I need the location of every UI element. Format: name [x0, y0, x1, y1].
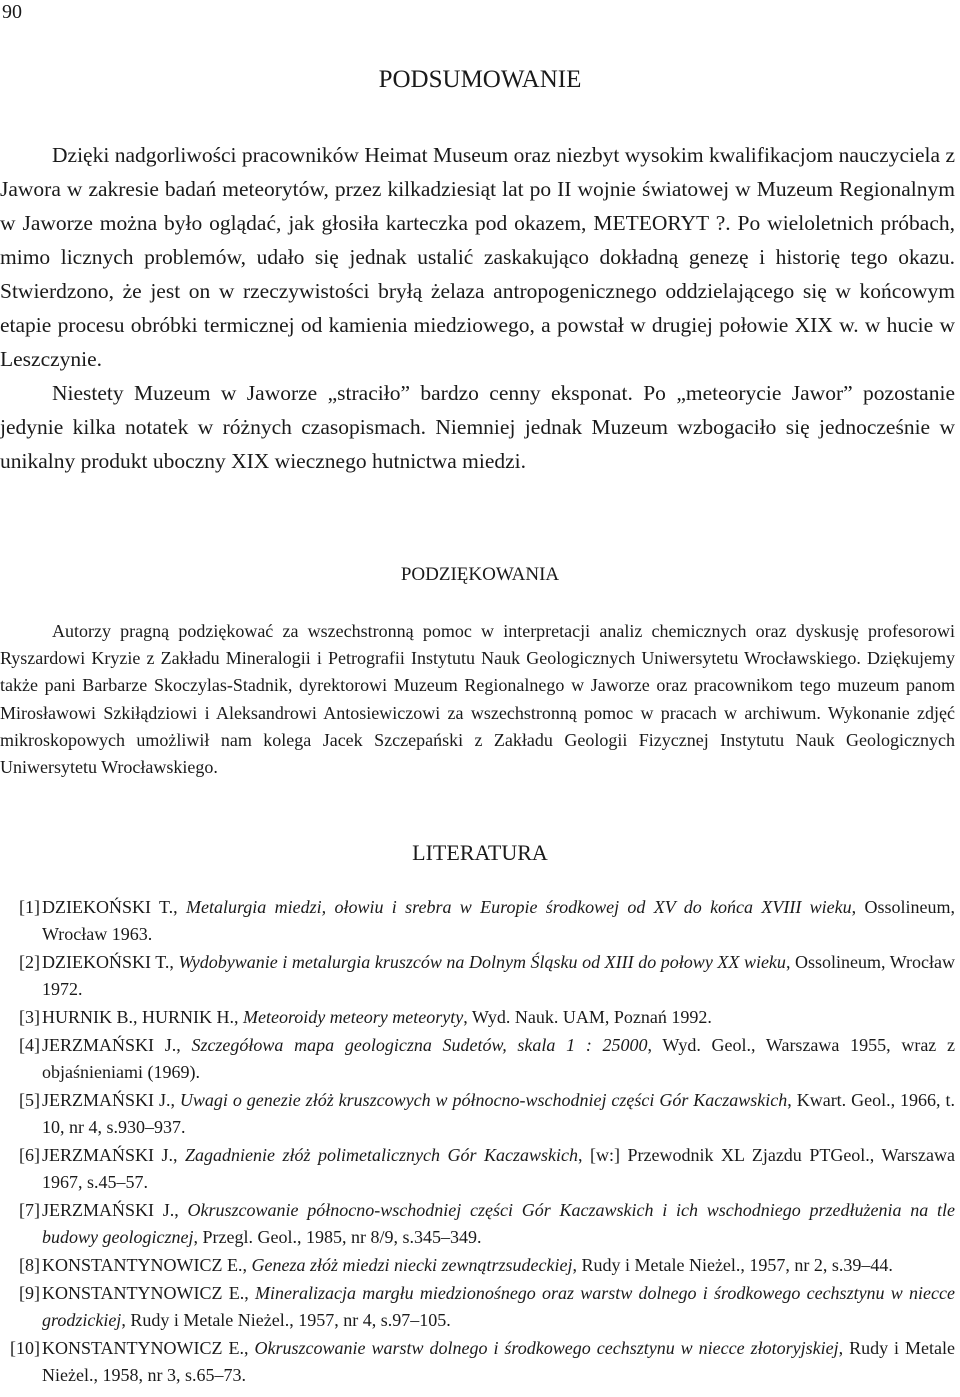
- reference-item: [0, 949, 955, 1003]
- reference-author: DZIEKOŃSKI T.,: [42, 952, 179, 972]
- reference-item: [0, 1004, 955, 1031]
- summary-heading: PODSUMOWANIE: [378, 66, 582, 93]
- reference-item: [0, 1142, 955, 1196]
- reference-item: [0, 1252, 955, 1279]
- reference-number: [4]: [19, 1034, 40, 1055]
- reference-number: [5]: [19, 1089, 40, 1110]
- summary-section: [0, 138, 955, 478]
- reference-author: JERZMAŃSKI J.,: [42, 1089, 180, 1110]
- reference-author: DZIEKOŃSKI T.,: [42, 897, 186, 917]
- reference-title: Mineralizacja margłu miedzionośnego oraz warstw dolnego i środkowego cechsztynu w niecce grodzickiej: [42, 1282, 956, 1330]
- reference-title: Uwagi o genezie złóż kruszcowych w północno-wschodniej części Gór Kaczawskich: [179, 1089, 788, 1110]
- reference-author: KONSTANTYNOWICZ E.,: [42, 1282, 256, 1303]
- reference-number: [7]: [19, 1199, 40, 1220]
- summary-paragraph-1: Dzięki nadgorliwości pracowników Heimat Museum oraz niezbyt wysokim kwalifikacjom nauczyciela z Jawora w zakresie badań meteorytów, przez kilkadziesiąt lat po II wojnie światowej w Muzeum Regionalnym w Jaworze można było oglądać, jak głosiła karteczka pod okazem, METEORYT ?. Po wieloletnich próbach, mimo licznych problemów, udało się jednak ustalić zaskakująco dokładną genezę i historię tego okazu. Stwierdzono, że jest on w rzeczywistości bryłą żelaza antropogenicznego oddzielającego się w końcowym etapie procesu obróbki termicznej od kamienia miedziowego, a powstał w drugiej połowie XIX w. w hucie w Leszczynie.: [0, 143, 955, 371]
- reference-title: Szczegółowa mapa geologiczna Sudetów, skala 1 : 25000: [191, 1034, 648, 1055]
- reference-details: , Ossolineum, Wrocław 1972.: [42, 952, 956, 1000]
- reference-number: [6]: [19, 1144, 40, 1165]
- reference-details: , Rudy i Metale Nieżel., 1957, nr 2, s.39–44.: [572, 1254, 893, 1275]
- acknowledgements-heading: PODZIĘKOWANIA: [400, 564, 560, 585]
- reference-number: [2]: [19, 952, 40, 972]
- reference-title: Geneza złóż miedzi niecki zewnątrzsudeckiej: [251, 1254, 573, 1275]
- reference-item: [0, 1197, 955, 1251]
- reference-author: HURNIK B., HURNIK H.,: [42, 1007, 243, 1027]
- reference-item: [0, 1280, 955, 1334]
- reference-author: JERZMAŃSKI J.,: [42, 1034, 192, 1055]
- reference-title: Meteoroidy meteory meteoryty: [243, 1007, 464, 1027]
- reference-number: [8]: [19, 1254, 40, 1275]
- reference-author: KONSTANTYNOWICZ E.,: [42, 1254, 252, 1275]
- reference-title: Metalurgia miedzi, ołowiu i srebra w Europie środkowej od XV do końca XVIII wieku: [185, 897, 852, 917]
- summary-paragraph-2: Niestety Muzeum w Jaworze „straciło” bardzo cenny eksponat. Po „meteorycie Jawor” pozostanie jedynie kilka notatek w różnych czasopismach. Niemniej jednak Muzeum wzbogaciło się jednocześnie w unikalny produkt uboczny XIX wiecznego hutnictwa miedzi.: [0, 381, 955, 473]
- reference-details: , Wyd. Geol., Warszawa 1955, wraz z objaśnieniami (1969).: [42, 1034, 955, 1082]
- acknowledgements-text: Autorzy pragną podziękować za wszechstronną pomoc w interpretacji analiz chemicznych oraz dyskusję profesorowi Ryszardowi Kryzie z Zakładu Mineralogii i Petrografii Instytutu Nauk Geologicznych Uniwersytetu Wrocławskiego. Dziękujemy także pani Barbarze Skoczylas-Stadnik, dyrektorowi Muzeum Regionalnego w Jaworze oraz pracownikom tego muzeum panom Mirosławowi Szkiłądziowi i Aleksandrowi Antosiewiczowi za wszechstronną pomoc w pracach w archiwum. Wykonanie zdjęć mikroskopowych umożliwił nam kolega Jacek Szczepański z Zakładu Geologii Fizycznej Instytutu Nauk Geologicznych Uniwersytetu Wrocławskiego.: [0, 621, 955, 778]
- reference-item: [0, 1335, 955, 1389]
- reference-details: , Rudy i Metale Nieżel., 1957, nr 4, s.97–105.: [121, 1309, 451, 1330]
- reference-item: [0, 1032, 955, 1086]
- reference-details: , Rudy i Metale Nieżel., 1958, nr 3, s.65–73.: [42, 1337, 956, 1385]
- reference-number: [3]: [19, 1007, 40, 1027]
- reference-item: [0, 894, 955, 948]
- reference-details: , [w:] Przewodnik XL Zjazdu PTGeol., Warszawa 1967, s.45–57.: [42, 1144, 955, 1192]
- reference-number: [10]: [10, 1337, 40, 1358]
- reference-number: [1]: [19, 897, 40, 917]
- reference-title: Wydobywanie i metalurgia kruszców na Dolnym Śląsku od XIII do połowy XX wieku: [178, 952, 786, 972]
- reference-details: , Ossolineum, Wrocław 1963.: [42, 897, 955, 945]
- reference-item: [0, 1087, 955, 1141]
- reference-details: , Przegl. Geol., 1985, nr 8/9, s.345–349.: [193, 1227, 482, 1247]
- reference-author: JERZMAŃSKI J.,: [42, 1199, 188, 1220]
- reference-author: JERZMAŃSKI J.,: [42, 1144, 186, 1165]
- reference-title: Okruszcowanie warstw dolnego i środkowego cechsztynu w niecce złotoryjskiej: [254, 1337, 839, 1358]
- reference-author: KONSTANTYNOWICZ E.,: [42, 1337, 255, 1358]
- literature-heading: LITERATURA: [412, 840, 548, 865]
- reference-details: , Kwart. Geol., 1966, t. 10, nr 4, s.930–937.: [42, 1089, 955, 1137]
- reference-details: , Wyd. Nauk. UAM, Poznań 1992.: [463, 1007, 712, 1027]
- reference-number: [9]: [19, 1282, 40, 1303]
- reference-title: Zagadnienie złóż polimetalicznych Gór Kaczawskich: [185, 1144, 579, 1165]
- reference-title: Okruszcowanie północno-wschodniej części Gór Kaczawskich i ich wschodniego przedłużenia na tle budowy geologicznej: [42, 1199, 956, 1247]
- reference-list: [0, 894, 955, 1390]
- page-number: 90: [2, 1, 22, 23]
